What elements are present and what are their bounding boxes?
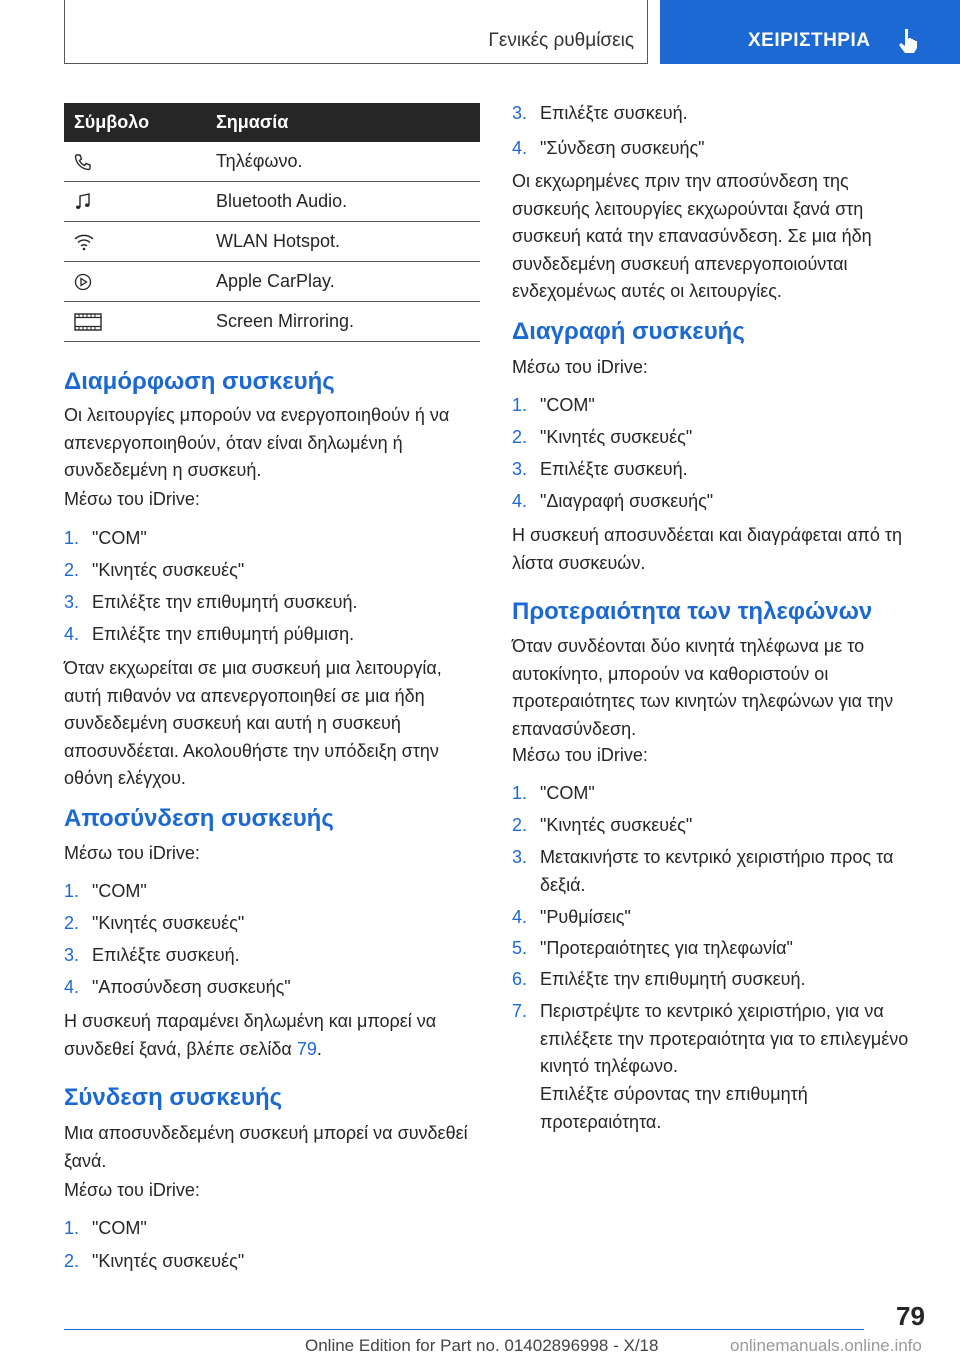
table-row [64,182,480,222]
heading-delete: Διαγραφή συσκευής [512,318,745,345]
symbol-meaning: Bluetooth Audio. [216,182,480,222]
column-header-symbol: Σύμβολο [64,103,216,142]
page-number: 79 [896,1301,925,1331]
play-circle-icon [74,273,92,291]
heading-connect: Σύνδεση συσκευής [64,1084,283,1111]
footer-divider [64,1329,864,1330]
table-row [64,142,480,182]
wifi-icon [74,233,94,251]
paragraph-connect-note: Οι εκχωρημένες πριν την αποσύνδεση της συσκευής λειτουργίες εκχωρούνται ξανά στη συσκευή κατά την επανασύνδεση. Σε μια ήδη συνδεδεμένη συσκευή απενεργοποιούνται ενδεχομένως αυτές οι λειτουργίες. [512,171,872,301]
screen-mirroring-icon [74,313,102,331]
symbol-meaning: Τηλέφωνο. [216,142,480,182]
page-reference-link[interactable]: 79 [296,1038,317,1059]
paragraph-configure-intro: Οι λειτουργίες μπορούν να ενεργοποιηθούν ή να απενεργοποιηθούν, όταν είναι δηλωμένη ή συνδεδεμένη η συσκευή. [64,405,450,480]
table-row [64,222,480,262]
symbol-meaning: Apple CarPlay. [216,262,480,302]
phone-icon [74,153,92,171]
music-note-icon [74,193,92,211]
table-row [64,302,480,342]
heading-configure: Διαμόρφωση συσκευής [64,368,335,395]
heading-disconnect: Αποσύνδεση συσκευής [64,805,334,832]
hand-pointer-icon [898,28,920,54]
column-header-meaning: Σημασία [216,103,480,142]
paragraph-connect-intro: Μια αποσυνδεδεμένη συσκευή μπορεί να συνδεθεί ξανά. [64,1123,468,1171]
symbol-meaning: WLAN Hotspot. [216,222,480,262]
edition-text: Online Edition for Part no. 01402896998 - X/18 [305,1336,659,1355]
paragraph-via: Μέσω του iDrive: [512,745,648,765]
chapter-tab-label: ΧΕΙΡΙΣΤΗΡΙΑ [748,30,871,51]
symbol-table [64,103,480,342]
watermark-text: onlinemanuals.online.info [730,1336,922,1355]
table-row [64,262,480,302]
paragraph-via: Μέσω του iDrive: [512,357,648,377]
paragraph-configure-note: Όταν εκχωρείται σε μια συσκευή μια λειτουργία, αυτή πιθανόν να απενεργοποιηθεί σε μια ήδη συνδεδεμένη συσκευή και αυτή η συσκευή αποσυνδέεται. Ακολουθήστε την υπόδειξη στην οθόνη ελέγχου. [64,658,442,788]
paragraph-via: Μέσω του iDrive: [64,489,200,509]
paragraph-priority-intro: Όταν συνδέονται δύο κινητά τηλέφωνα με το αυτοκίνητο, μπορούν να καθοριστούν οι προτεραιότητες των κινητών τηλεφώνων για την επανασύνδεση. [512,636,894,739]
paragraph-via: Μέσω του iDrive: [64,1180,200,1200]
symbol-meaning: Screen Mirroring. [216,302,480,342]
paragraph-via: Μέσω του iDrive: [64,843,200,863]
heading-priority: Προτεραιότητα των τηλεφώνων [512,598,873,625]
paragraph-priority-step7-extra: Επιλέξτε σύροντας την επιθυμητή προτεραιότητα. [540,1084,808,1132]
chapter-tab[interactable] [660,0,960,64]
paragraph-delete-note: Η συσκευή αποσυνδέεται και διαγράφεται από τη λίστα συσκευών. [512,525,902,573]
paragraph-disconnect-note: Η συσκευή παραμένει δηλωμένη και μπορεί να συνδεθεί ξανά, βλέπε σελίδα 79. [64,1011,437,1059]
section-title: Γενικές ρυθμίσεις [488,30,634,51]
